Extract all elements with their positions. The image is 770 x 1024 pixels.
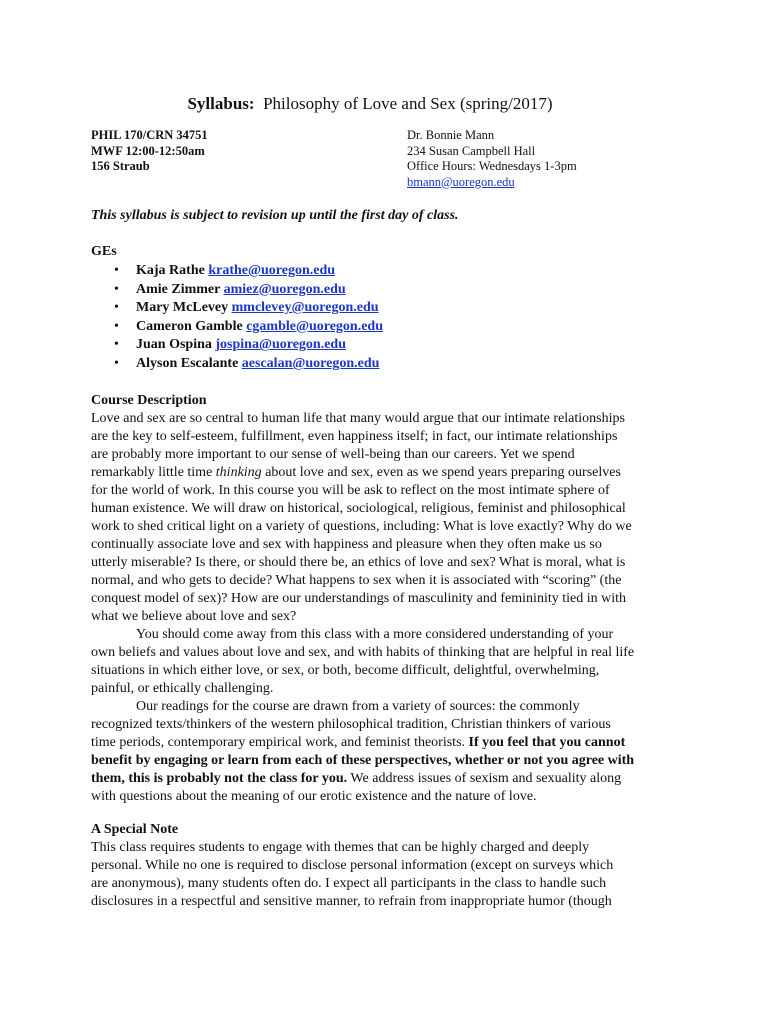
paragraph-line: painful, or ethically challenging. bbox=[91, 681, 274, 696]
ge-email-link[interactable]: krathe@uoregon.edu bbox=[208, 263, 336, 278]
title-text: Philosophy of Love and Sex (spring/2017) bbox=[263, 94, 553, 113]
list-item bbox=[91, 355, 383, 374]
course-info-block bbox=[91, 128, 208, 175]
course-code: PHIL 170/CRN 34751 bbox=[91, 128, 208, 142]
paragraph-line: Our readings for the course are drawn from a variety of sources: the commonly bbox=[136, 699, 580, 714]
paragraph-line: are probably more important to our sense of well-being than our careers. Yet we spend bbox=[91, 447, 575, 462]
paragraph-line: personal. While no one is required to disclose personal information (except on surveys which bbox=[91, 858, 614, 873]
paragraph-line: conquest model of sex)? How are our understandings of masculinity and femininity tied in with bbox=[91, 591, 626, 606]
bold-text: benefit by engaging or learn from each of these perspectives, whether or not you agree with bbox=[91, 753, 635, 768]
paragraph-line: for the world of work. In this course you will be ask to reflect on the most intimate sphere of bbox=[91, 483, 610, 498]
ge-name: Kaja Rathe bbox=[136, 263, 205, 278]
ges-heading: GEs bbox=[91, 244, 117, 259]
paragraph-line: This class requires students to engage with themes that can be highly charged and deeply bbox=[91, 840, 590, 855]
instructor-name: Dr. Bonnie Mann bbox=[407, 128, 495, 142]
bullet-icon: • bbox=[114, 355, 119, 371]
bullet-icon: • bbox=[114, 300, 119, 316]
paragraph-line bbox=[91, 464, 691, 482]
emphasis-text: thinking bbox=[215, 465, 262, 480]
paragraph-line bbox=[91, 734, 691, 752]
text-run: remarkably little time bbox=[91, 465, 216, 480]
list-item bbox=[91, 318, 383, 337]
list-item bbox=[91, 281, 383, 300]
paragraph-line: utterly miserable? Is there, or should there be, an ethics of love and sex? What is moral, what is bbox=[91, 555, 626, 570]
list-item bbox=[91, 262, 383, 281]
instructor-office-hours: Office Hours: Wednesdays 1-3pm bbox=[407, 159, 577, 173]
paragraph-line: disclosures in a respectful and sensitive manner, to refrain from inappropriate humor (though bbox=[91, 894, 612, 909]
ge-email-link[interactable]: mmclevey@uoregon.edu bbox=[231, 300, 379, 316]
list-item bbox=[91, 336, 383, 355]
instructor-info-block bbox=[407, 128, 577, 190]
revision-note: This syllabus is subject to revision up until the first day of class. bbox=[91, 208, 459, 223]
ge-name: Mary McLevey bbox=[136, 300, 229, 316]
ge-email-link[interactable]: aescalan@uoregon.edu bbox=[241, 355, 380, 371]
page-title bbox=[0, 94, 740, 114]
ge-email-link[interactable]: amiez@uoregon.edu bbox=[223, 281, 346, 297]
ge-name: Amie Zimmer bbox=[136, 281, 221, 297]
paragraph-line: continually associate love and sex with happiness and pleasure when they often make us so bbox=[91, 537, 602, 552]
paragraph-line: recognized texts/thinkers of the western philosophical tradition, Christian thinkers of various bbox=[91, 717, 611, 732]
ge-name: Cameron Gamble bbox=[136, 318, 243, 334]
text-run: about love and sex, even as we spend years preparing ourselves bbox=[261, 465, 621, 480]
paragraph-line: own beliefs and values about love and sex, and with habits of thinking that are helpful in real life bbox=[91, 645, 635, 660]
title-label: Syllabus: bbox=[187, 94, 255, 113]
paragraph-line: work to shed critical light on a variety of questions, including: What is love exactly? Why do we bbox=[91, 519, 632, 534]
text-run: time periods, contemporary empirical work, and feminist theorists. bbox=[91, 735, 469, 750]
paragraph-line: human existence. We will draw on historical, sociological, religious, feminist and philosophical bbox=[91, 501, 626, 516]
paragraph-line bbox=[91, 752, 691, 770]
course-description-body bbox=[91, 410, 691, 806]
paragraph-line: are anonymous), many students often do. I expect all participants in the class to handle such bbox=[91, 876, 607, 891]
ge-name: Juan Ospina bbox=[136, 337, 212, 353]
special-note-body bbox=[91, 839, 691, 911]
instructor-email-link[interactable]: bmann@uoregon.edu bbox=[407, 174, 515, 189]
paragraph-line: situations in which either love, or sex, or both, become difficult, delightful, overwhelming, bbox=[91, 663, 600, 678]
course-description-heading: Course Description bbox=[91, 393, 207, 408]
ge-name: Alyson Escalante bbox=[136, 355, 239, 371]
course-schedule: MWF 12:00-12:50am bbox=[91, 143, 205, 158]
paragraph-line: normal, and who gets to decide? What happens to sex when it is associated with “scoring” (the bbox=[91, 573, 622, 588]
paragraph-line bbox=[91, 770, 691, 788]
paragraph-line: Love and sex are so central to human life that many would argue that our intimate relationships bbox=[91, 411, 625, 426]
ge-email-link[interactable]: cgamble@uoregon.edu bbox=[246, 318, 384, 334]
bullet-icon: • bbox=[114, 263, 119, 278]
paragraph-line: what we believe about love and sex? bbox=[91, 609, 297, 624]
paragraph-line: with questions about the meaning of our erotic existence and the nature of love. bbox=[91, 789, 537, 804]
list-item bbox=[91, 299, 383, 318]
bold-text: them, this is probably not the class for you. bbox=[91, 771, 348, 786]
paragraph-line: You should come away from this class with a more considered understanding of your bbox=[136, 627, 614, 642]
paragraph-line: are the key to self-esteem, fulfillment, even happiness itself; in fact, our intimate relationships bbox=[91, 429, 618, 444]
text-run: We address issues of sexism and sexuality along bbox=[347, 771, 622, 786]
ge-email-link[interactable]: jospina@uoregon.edu bbox=[215, 337, 347, 353]
special-note-heading: A Special Note bbox=[91, 822, 179, 837]
bullet-icon: • bbox=[114, 281, 119, 297]
bold-text: If you feel that you cannot bbox=[468, 735, 626, 750]
ge-list bbox=[91, 262, 383, 374]
course-location: 156 Straub bbox=[91, 159, 150, 173]
bullet-icon: • bbox=[114, 318, 119, 334]
bullet-icon: • bbox=[114, 337, 119, 353]
instructor-office: 234 Susan Campbell Hall bbox=[407, 143, 536, 158]
